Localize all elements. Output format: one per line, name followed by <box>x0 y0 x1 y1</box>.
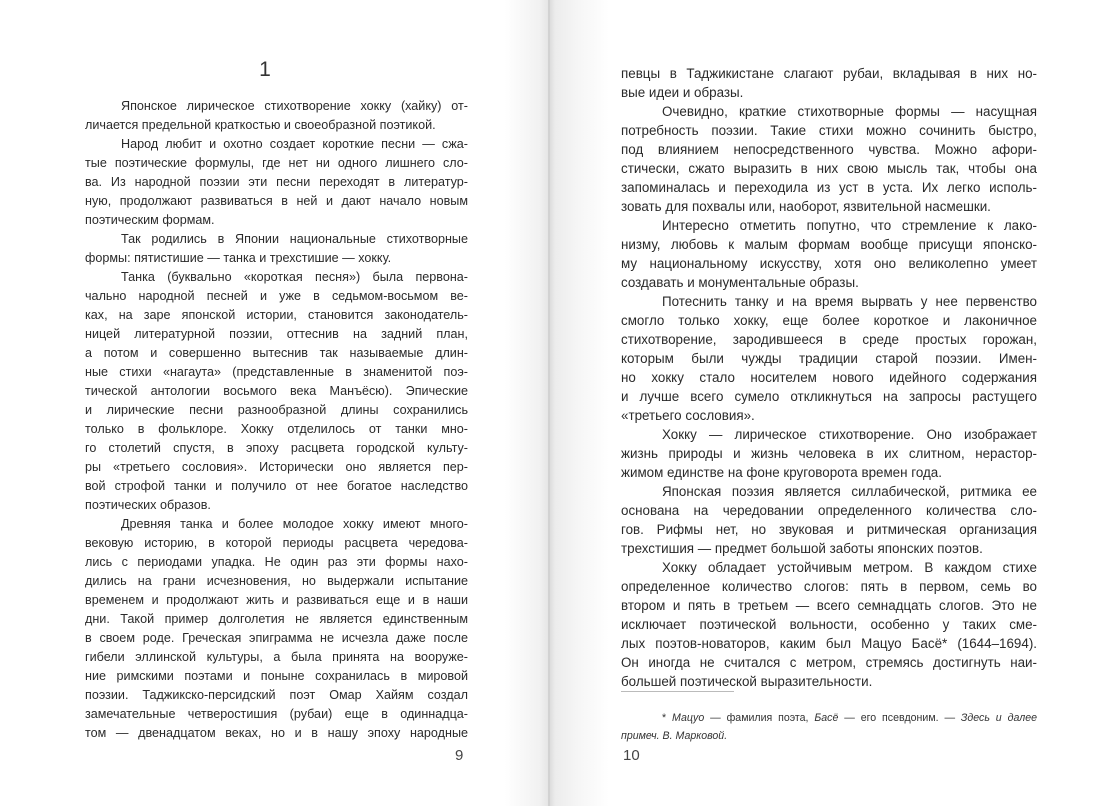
text-line: замечательные четверостишия (рубаи) еще в одиннадца- <box>85 707 468 721</box>
text-line: поэтических образов. <box>85 498 211 512</box>
text-line: в своем роде. Греческая эпиграмма не исчезла даже после <box>85 631 468 645</box>
text-line: «третьего сословия». <box>621 408 755 423</box>
text-line: личается предельной краткостью и своеобразной поэтикой. <box>85 118 436 132</box>
text-line: а потом и совершенно вытеснив так называемые длин- <box>85 346 468 360</box>
text-line: низму, любовь к малым формам вообще присущи японско- <box>621 237 1037 252</box>
text-line: поэтическим формам. <box>85 213 215 227</box>
text-line: жимом единстве на фоне круговорота времен года. <box>621 465 942 480</box>
text-line: Японская поэзия является силлабической, ритмика ее <box>662 484 1037 499</box>
text-line: трехстишия — предмет большой заботы японских поэтов. <box>621 541 983 556</box>
text-line: большей поэтической выразительности. <box>621 674 873 689</box>
text-line: и лирические песни разнообразной длины сохранились <box>85 403 468 417</box>
text-line: основана на чередовании определенного количества сло- <box>621 503 1037 518</box>
text-line: Хокку — лирическое стихотворение. Оно изображает <box>662 427 1037 442</box>
paragraph <box>621 216 1037 292</box>
text-line: дни. Такой пример долголетия не является единственным <box>85 612 468 626</box>
text-line: Потеснить танку и на время вырвать у нее первенство <box>662 294 1037 309</box>
paragraph <box>621 64 1037 102</box>
book-gutter <box>548 0 550 806</box>
text-line: Так родились в Японии национальные стихотворные <box>121 232 468 246</box>
text-line: под влиянием непосредственного чувства. Можно афори- <box>621 142 1037 157</box>
text-line: Интересно отметить попутно, что стремление к лако- <box>662 218 1037 233</box>
text-line: определенное количество слогов: пять в первом, семь во <box>621 579 1037 594</box>
text-line: Японское лирическое стихотворение хокку (хайку) от- <box>121 99 468 113</box>
paragraph <box>85 230 468 268</box>
text-line: только в фольклоре. Хокку отделилось от танки мно- <box>85 422 468 436</box>
footnote-name-1: Мацуо <box>672 712 705 724</box>
text-line: зовать для похвалы или, наоборот, язвительной насмешки. <box>621 199 991 214</box>
paragraph <box>621 482 1037 558</box>
text-line: чально народной песней и уже в седьмом-восьмом ве- <box>85 289 468 303</box>
text-line: певцы в Таджикистане слагают рубаи, вкладывая в них но- <box>621 66 1037 81</box>
text-line: ва. Из народной поэзии эти песни переходят в литератур- <box>85 175 468 189</box>
text-line: временем и продолжают жить и развиваться еще и в наши <box>85 593 468 607</box>
paragraph <box>621 292 1037 425</box>
footnote-line-1 <box>621 709 1037 727</box>
text-line: исключает поэтической вольности, особенно у таких сме- <box>621 617 1037 632</box>
text-line: Он иногда не считался с метром, стремясь достигнуть наи- <box>621 655 1037 670</box>
paragraph <box>621 558 1037 691</box>
text-line: и лучше всего сумело откликнуться на запросы растущего <box>621 389 1037 404</box>
text-line: которым были чужды традиции старой поэзии. Имен- <box>621 351 1037 366</box>
text-line: ную, продолжают развиваться в ней и дают начало новым <box>85 194 468 208</box>
text-line: гибели эллинской культуры, а была принята на вооруже- <box>85 650 468 664</box>
text-line: му национальному искусству, хотя оно великолепно умеет <box>621 256 1037 271</box>
footnote-divider <box>621 691 734 692</box>
text-line: го столетий спустя, в эпоху расцвета городской культу- <box>85 441 468 455</box>
text-line: ницей литературной поэзии, оттеснив на задний план, <box>85 327 468 341</box>
text-line: смогло только хокку, еще более короткое и лаконичное <box>621 313 1037 328</box>
left-page <box>0 0 549 806</box>
text-line: запоминалась и переходила из уст в уста. Их легко исполь- <box>621 180 1037 195</box>
text-line: гов. Рифмы нет, но звуковая и ритмическая организация <box>621 522 1037 537</box>
text-line: тической антологии восьмого века Манъёсю). Эпические <box>85 384 468 398</box>
text-line: формы: пятистишие — танка и трехстишие — хокку. <box>85 251 392 265</box>
text-line: жизнь природы и жизнь человека в их слитном, нерастор- <box>621 446 1037 461</box>
text-line: поэзии. Таджикско-персидский поэт Омар Хайям создал <box>85 688 468 702</box>
paragraph <box>621 102 1037 216</box>
paragraph <box>85 515 468 743</box>
text-line: потребность поэзии. Такие стихи можно сочинить быстро, <box>621 123 1037 138</box>
text-line: Очевидно, краткие стихотворные формы — насущная <box>662 104 1037 119</box>
text-line: тые поэтические формулы, где нет ни одного лишнего сло- <box>85 156 468 170</box>
text-line: Танка (буквально «короткая песня») была первона- <box>121 270 468 284</box>
text-line: вые идеи и образы. <box>621 85 744 100</box>
text-line: но хокку стало носителем нового идейного содержания <box>621 370 1037 385</box>
paragraph <box>85 268 468 515</box>
footnote-note-1: Здесь и далее <box>960 712 1037 724</box>
footnote-text-2: — его псевдоним. — <box>838 712 961 724</box>
text-line: ках, на заре японской истории, становится законодатель- <box>85 308 468 322</box>
text-line: лых поэтов-новаторов, каким был Мацуо Басё* (1644–1694). <box>621 636 1037 651</box>
chapter-number: 1 <box>259 58 271 81</box>
text-line: втором и пять в третьем — всего семнадцать слогов. Это не <box>621 598 1037 613</box>
text-line: стихотворение, зародившееся в среде простых горожан, <box>621 332 1037 347</box>
text-line: вой строфой танки и получило от нее богатое наследство <box>85 479 468 493</box>
text-line: ние римскими поэтами и поныне сохранилась в мировой <box>85 669 468 683</box>
text-line: стически, сжато выразить в них свою мысль так, чтобы она <box>621 161 1037 176</box>
text-line: ры «третьего сословия». Исторически оно является пер- <box>85 460 468 474</box>
right-page <box>549 0 1100 806</box>
footnote <box>621 709 1037 745</box>
footnote-marker: * <box>662 712 673 724</box>
text-line: вековую историю, в которой периоды расцвета чередова- <box>85 536 468 550</box>
text-line: Хокку обладает устойчивым метром. В каждом стихе <box>662 560 1037 575</box>
footnote-name-2: Басё <box>814 712 839 724</box>
page-number-right: 10 <box>623 747 640 764</box>
text-line: дились на грани исчезновения, но выдержали испытание <box>85 574 468 588</box>
paragraph <box>85 97 468 135</box>
text-line: том — двенадцатом веках, но и в нашу эпоху народные <box>85 726 468 740</box>
right-page-text <box>621 64 1037 691</box>
text-line: Народ любит и охотно создает короткие песни — сжа- <box>121 137 468 151</box>
footnote-text-1: — фамилия поэта, <box>704 712 815 724</box>
page-number-left: 9 <box>455 747 464 764</box>
text-line: лись с периодами упадка. Не один раз эти формы нахо- <box>85 555 468 569</box>
text-line: ные стихи «нагаута» (представленные в знаменитой поэ- <box>85 365 468 379</box>
footnote-note-2: примеч. В. Марковой. <box>621 730 728 742</box>
text-line: создавать и монументальные образы. <box>621 275 859 290</box>
paragraph <box>621 425 1037 482</box>
paragraph <box>85 135 468 230</box>
text-line: Древняя танка и более молодое хокку имеют много- <box>121 517 468 531</box>
left-page-text <box>85 97 468 743</box>
